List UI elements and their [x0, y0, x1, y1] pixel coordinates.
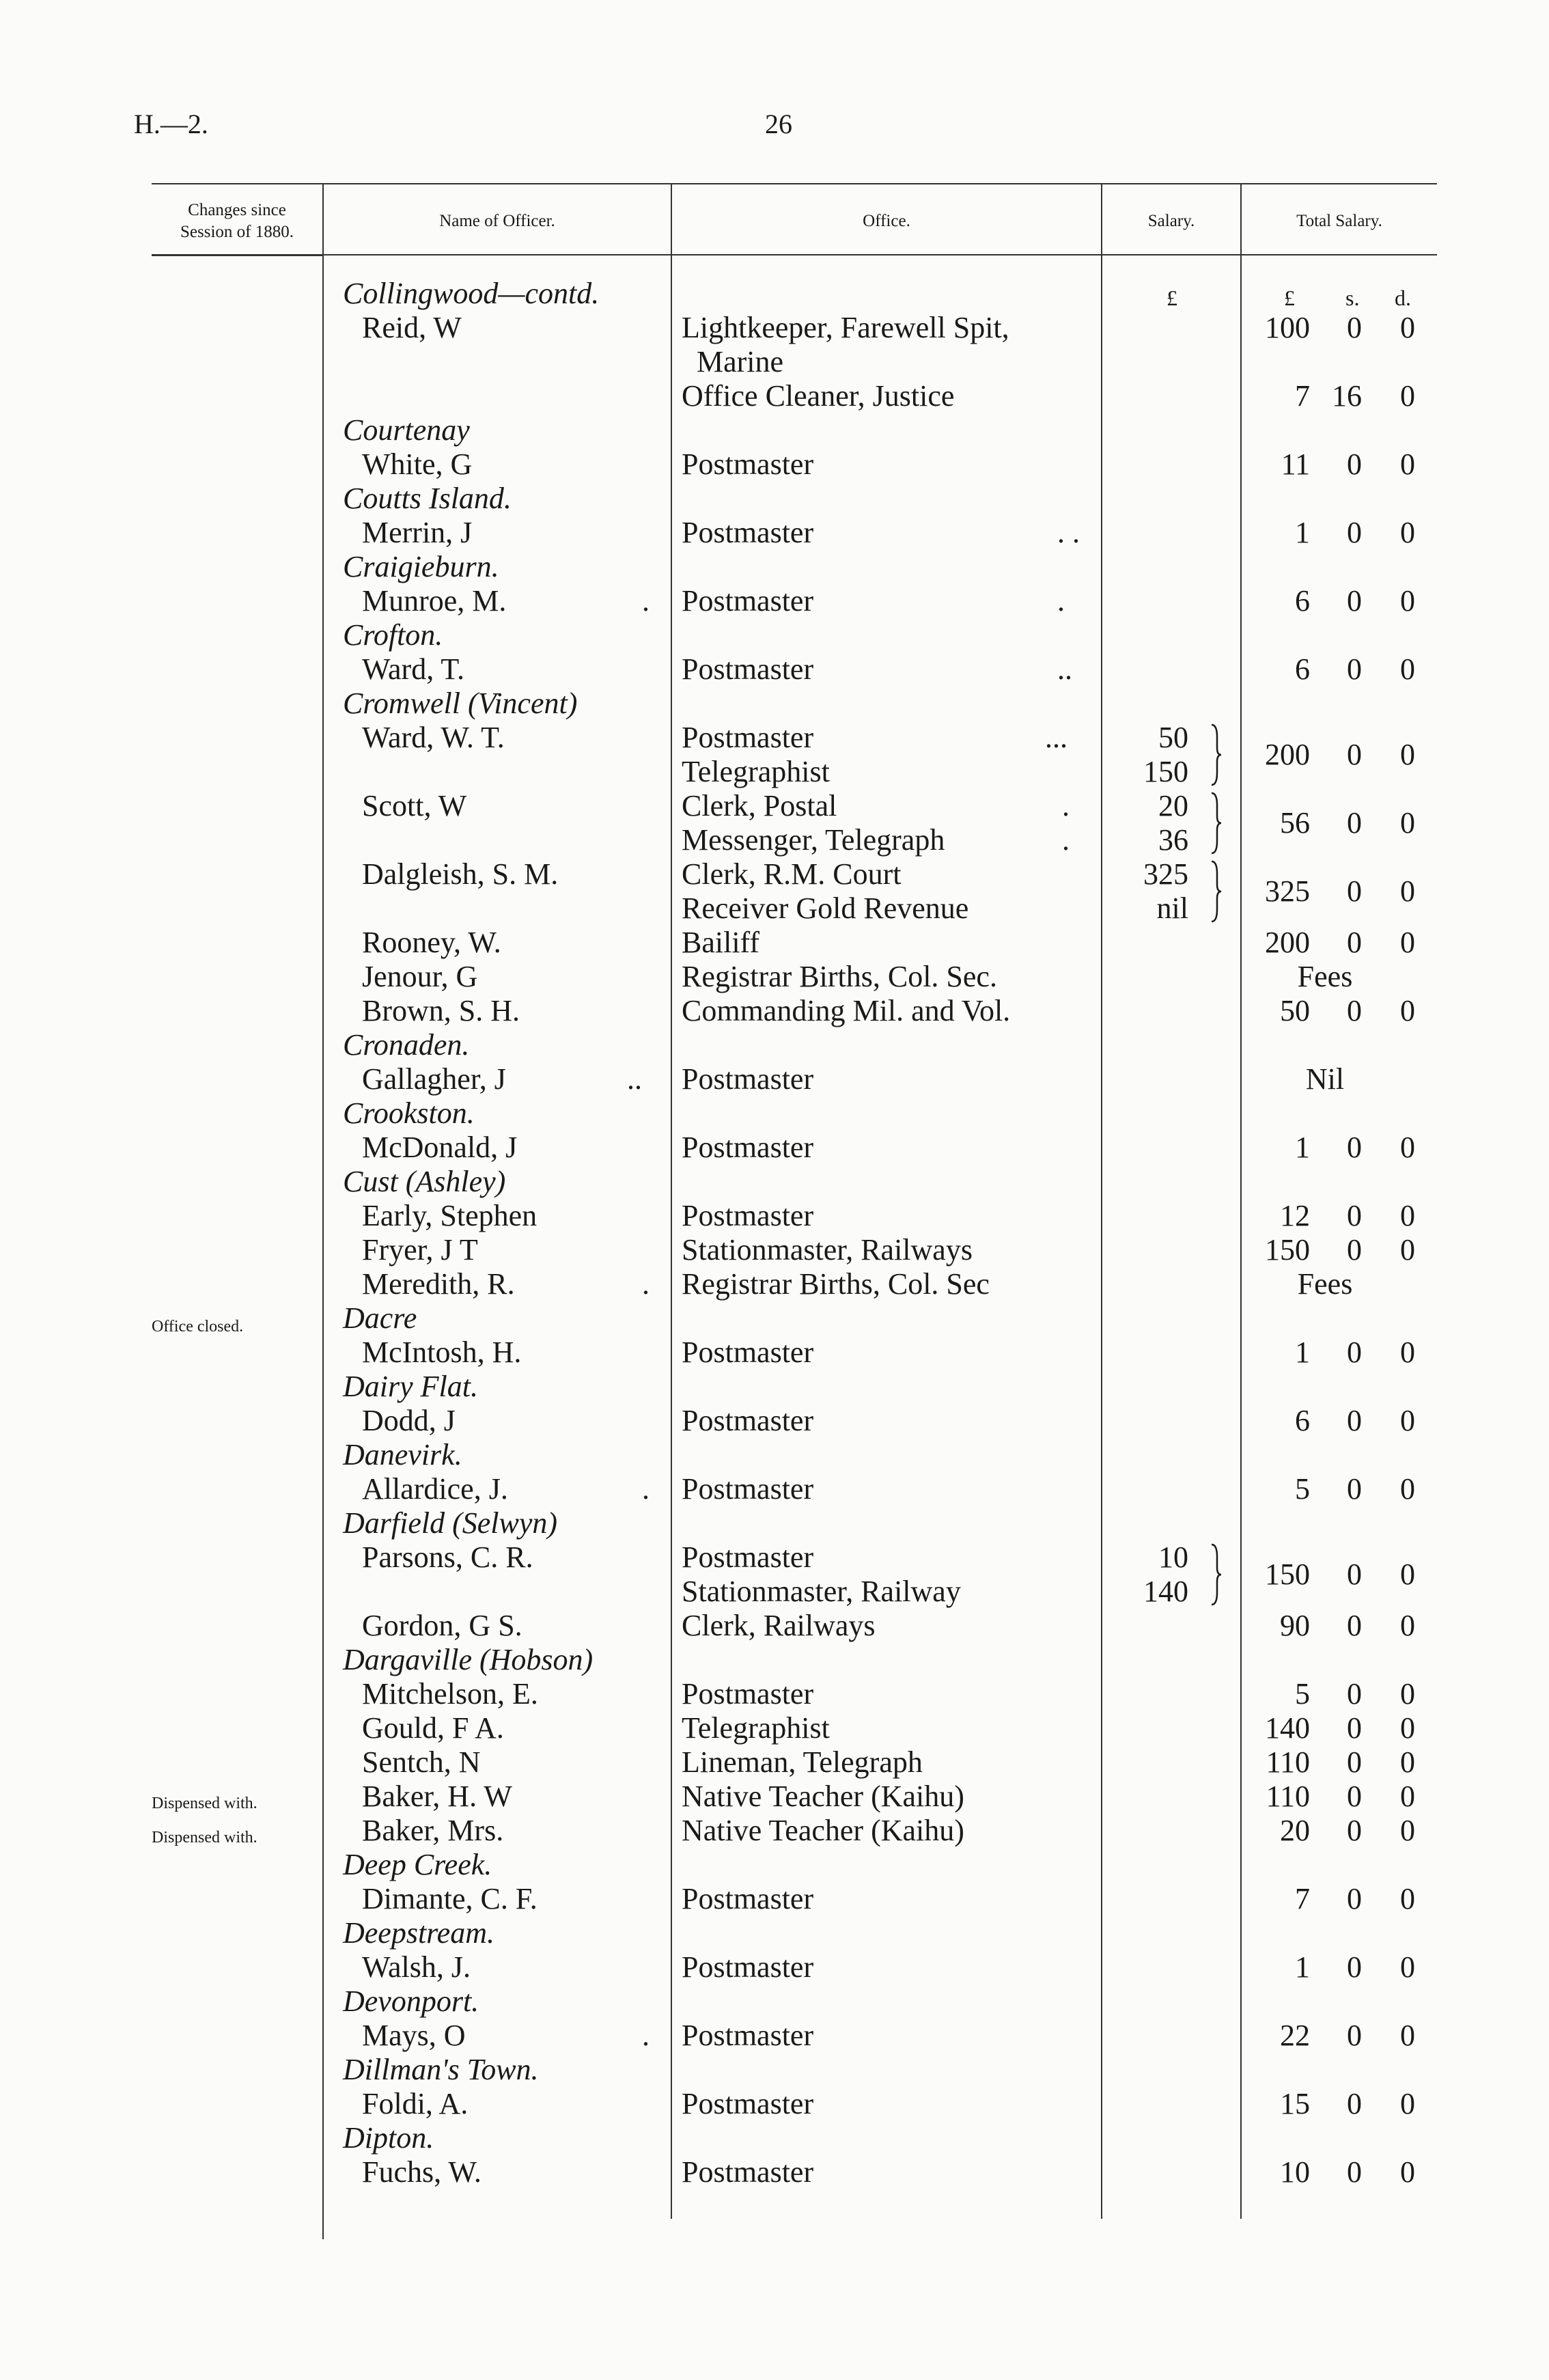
total-pence: 0	[1400, 1558, 1415, 1591]
office: Postmaster	[682, 584, 814, 618]
total-shillings: 0	[1347, 874, 1362, 908]
total-pence: 0	[1400, 1780, 1415, 1813]
header-top-rule	[152, 183, 1437, 184]
total-shillings: 0	[1347, 1745, 1362, 1779]
officer-name: Reid, W	[362, 311, 462, 344]
salary-value: 50	[1158, 721, 1188, 754]
office: Postmaster	[682, 2155, 814, 2189]
office: Messenger, Telegraph	[682, 823, 945, 857]
officer-name: Dalgleish, S. M.	[362, 857, 559, 891]
section-cromwell: Cromwell (Vincent)	[343, 687, 578, 720]
table-row	[0, 2087, 1549, 2121]
change-note: Dispensed with.	[152, 1829, 257, 1846]
total-shillings: 0	[1347, 652, 1362, 686]
table-row	[0, 1131, 1549, 1165]
total-text: Nil	[1305, 1062, 1345, 1096]
total-pence: 0	[1400, 1814, 1415, 1847]
total-pence: 0	[1400, 311, 1415, 344]
total-shillings: 0	[1347, 1131, 1362, 1164]
section-deepstream: Deepstream.	[343, 1916, 494, 1950]
table-row	[0, 1540, 1549, 1591]
total-pounds: 140	[1265, 1711, 1310, 1745]
office: Postmaster	[682, 1404, 814, 1437]
total-pounds: 5	[1295, 1677, 1310, 1711]
total-shillings: 16	[1332, 379, 1362, 413]
total-shillings: 0	[1347, 1336, 1362, 1369]
total-pounds: 150	[1265, 1233, 1310, 1267]
section-heading	[0, 277, 1549, 311]
table-row	[0, 1814, 1549, 1848]
total-shillings: 0	[1347, 926, 1362, 959]
section-heading	[0, 2121, 1549, 2155]
table-row	[0, 1199, 1549, 1233]
total-pence: 0	[1400, 379, 1415, 413]
section-dannevirk: Danevirk.	[343, 1438, 462, 1471]
office: Registrar Births, Col. Sec	[682, 1267, 990, 1301]
office: Postmaster	[682, 1131, 814, 1164]
total-shillings: 0	[1347, 806, 1362, 840]
total-pounds: 325	[1265, 874, 1310, 908]
section-cust: Cust (Ashley)	[343, 1165, 506, 1198]
total-pence: 0	[1400, 1609, 1415, 1642]
total-pence: 0	[1400, 926, 1415, 959]
table-row	[0, 1711, 1549, 1745]
office: Commanding Mil. and Vol.	[682, 994, 1011, 1027]
total-pence: 0	[1400, 994, 1415, 1027]
total-pence: 0	[1400, 1131, 1415, 1164]
section-dacre: Dacre	[343, 1301, 417, 1335]
salary-value: 325	[1143, 857, 1188, 891]
office: Postmaster	[682, 652, 814, 686]
table-row	[0, 2019, 1549, 2053]
total-pence: 0	[1400, 1745, 1415, 1779]
officer-name: Fryer, J T	[362, 1233, 478, 1267]
officer-name: Sentch, N	[362, 1745, 481, 1779]
section-heading	[0, 1165, 1549, 1199]
office: Lineman, Telegraph	[682, 1745, 923, 1779]
officer-name: McDonald, J	[362, 1131, 518, 1164]
salary-value: 20	[1158, 789, 1188, 822]
total-text: Fees	[1297, 960, 1353, 993]
office: Postmaster	[682, 1199, 814, 1232]
change-note: Dispensed with.	[152, 1795, 257, 1812]
office: Registrar Births, Col. Sec.	[682, 960, 997, 993]
total-shillings: 0	[1347, 1404, 1362, 1437]
table-row-continuation	[0, 755, 1549, 789]
table-row	[0, 584, 1549, 618]
total-pounds: 6	[1295, 652, 1310, 686]
total-shillings: 0	[1347, 311, 1362, 344]
total-pence: 0	[1400, 2019, 1415, 2052]
total-pounds: 1	[1295, 516, 1310, 549]
officer-name: Ward, W. T.	[362, 721, 505, 754]
officer-name: Munroe, M.	[362, 584, 507, 618]
total-pence: 0	[1400, 2155, 1415, 2189]
total-pounds: 150	[1265, 1558, 1310, 1591]
total-pence: 0	[1400, 652, 1415, 686]
officer-name: Gallagher, J	[362, 1062, 506, 1096]
office: Postmaster	[682, 447, 814, 481]
total-pence: 0	[1400, 874, 1415, 908]
total-shillings: 0	[1347, 1711, 1362, 1745]
total-pence: 0	[1400, 1711, 1415, 1745]
section-heading	[0, 1096, 1549, 1131]
header-salary: Salary.	[1147, 212, 1195, 230]
section-heading	[0, 1984, 1549, 2019]
table-row-continuation	[0, 823, 1549, 857]
table-row-continuation	[0, 891, 1549, 926]
changes-rule	[152, 255, 322, 256]
section-heading	[0, 550, 1549, 584]
table-row	[0, 1062, 1549, 1096]
page-reference: H.—2.	[134, 109, 208, 139]
section-heading	[0, 1370, 1549, 1404]
officer-name: Baker, H. W	[362, 1780, 512, 1813]
total-pounds: 1	[1295, 1131, 1310, 1164]
total-pence: 0	[1400, 2087, 1415, 2120]
header-changes-label: Changes since Session of 1880.	[180, 201, 294, 241]
section-crookston: Crookston.	[343, 1096, 475, 1130]
leader-dots: .	[1062, 823, 1070, 857]
office: Native Teacher (Kaihu)	[682, 1780, 964, 1813]
office: Lightkeeper, Farewell Spit,	[682, 311, 1009, 344]
total-pence: 0	[1400, 1950, 1415, 1984]
officer-name: Fuchs, W.	[362, 2155, 482, 2189]
office: Stationmaster, Railways	[682, 1233, 973, 1267]
officer-name: Dimante, C. F.	[362, 1882, 538, 1915]
table-row	[0, 1609, 1549, 1643]
officer-name: Ward, T.	[362, 652, 465, 686]
section-dargaville: Dargaville (Hobson)	[343, 1643, 594, 1676]
total-shillings: 0	[1347, 738, 1362, 771]
total-shillings: 0	[1347, 584, 1362, 618]
total-pounds: 20	[1280, 1814, 1310, 1847]
officer-name: Allardice, J.	[362, 1472, 508, 1506]
section-devonport: Devonport.	[343, 1984, 479, 2018]
total-shillings: 0	[1347, 2155, 1362, 2189]
office: Clerk, Railways	[682, 1609, 876, 1642]
office: Stationmaster, Railway	[682, 1575, 961, 1608]
total-shillings: 0	[1347, 1677, 1362, 1711]
section-heading	[0, 1916, 1549, 1950]
office: Postmaster	[682, 1882, 814, 1915]
total-shillings: 0	[1347, 1950, 1362, 1984]
salary-currency: £	[1167, 286, 1177, 310]
total-pounds: 50	[1280, 994, 1310, 1027]
table-row	[0, 1950, 1549, 1984]
officer-name: Meredith, R.	[362, 1267, 515, 1301]
total-shillings: 0	[1347, 2087, 1362, 2120]
officer-name: Foldi, A.	[362, 2087, 469, 2120]
section-heading	[0, 618, 1549, 652]
section-dipton: Dipton.	[343, 2121, 434, 2155]
section-heading	[0, 687, 1549, 721]
total-pounds: 1	[1295, 1950, 1310, 1984]
table-row	[0, 960, 1549, 994]
header-office: Office.	[863, 212, 910, 230]
total-pence: 0	[1400, 1404, 1415, 1437]
total-pounds: 22	[1280, 2019, 1310, 2052]
total-pounds: 200	[1265, 738, 1310, 771]
officer-name: White, G	[362, 447, 473, 481]
section-deep-creek: Deep Creek.	[343, 1848, 492, 1881]
total-pounds: 100	[1265, 311, 1310, 344]
office: Telegraphist	[682, 755, 830, 788]
office: Postmaster	[682, 1540, 814, 1574]
page-number: 26	[765, 109, 792, 139]
office: Bailiff	[682, 926, 760, 959]
table-row	[0, 1472, 1549, 1506]
total-currency-pounds: £	[1284, 286, 1295, 310]
total-pounds: 7	[1295, 379, 1310, 413]
total-pounds: 90	[1280, 1609, 1310, 1642]
office: Postmaster	[682, 1677, 814, 1711]
total-pence: 0	[1400, 1882, 1415, 1915]
section-courtenay: Courtenay	[343, 413, 470, 447]
total-pence: 0	[1400, 1677, 1415, 1711]
total-pounds: 200	[1265, 926, 1310, 959]
salary-value: 36	[1158, 823, 1188, 857]
table-row	[0, 379, 1549, 413]
header-total-salary: Total Salary.	[1296, 212, 1382, 230]
total-pence: 0	[1400, 1233, 1415, 1267]
leader-dots: . .	[1057, 516, 1080, 549]
section-dillmans-town: Dillman's Town.	[343, 2053, 539, 2086]
section-heading	[0, 1848, 1549, 1882]
officer-name: Merrin, J	[362, 516, 473, 549]
table-row	[0, 994, 1549, 1028]
total-shillings: 0	[1347, 994, 1362, 1027]
office: Receiver Gold Revenue	[682, 891, 969, 925]
officer-name: Baker, Mrs.	[362, 1814, 504, 1847]
section-heading	[0, 1643, 1549, 1677]
officer-name: Brown, S. H.	[362, 994, 520, 1027]
table-row-continuation	[0, 345, 1549, 379]
total-shillings: 0	[1347, 1558, 1362, 1591]
officer-name: Rooney, W.	[362, 926, 501, 959]
total-pence: 0	[1400, 738, 1415, 771]
total-pounds: 6	[1295, 1404, 1310, 1437]
office: Postmaster	[682, 1336, 814, 1369]
table-row	[0, 1677, 1549, 1711]
total-pence: 0	[1400, 1199, 1415, 1232]
leader-dots: ..	[627, 1062, 642, 1096]
total-text: Fees	[1297, 1267, 1353, 1301]
table-row	[0, 1233, 1549, 1267]
total-pounds: 10	[1280, 2155, 1310, 2189]
table-row-continuation	[0, 1575, 1549, 1609]
total-pounds: 110	[1266, 1745, 1310, 1779]
table-row	[0, 1745, 1549, 1780]
total-pounds: 15	[1280, 2087, 1310, 2120]
total-pounds: 110	[1266, 1780, 1310, 1813]
section-heading	[0, 1301, 1549, 1336]
officer-name: Dodd, J	[362, 1404, 456, 1437]
table-row	[0, 1267, 1549, 1301]
office: Postmaster	[682, 516, 814, 549]
section-heading	[0, 482, 1549, 516]
total-pence: 0	[1400, 1336, 1415, 1369]
section-dairy-flat: Dairy Flat.	[343, 1370, 478, 1403]
section-heading	[0, 413, 1549, 447]
office: Postmaster	[682, 2019, 814, 2052]
table-row	[0, 1336, 1549, 1370]
total-pence: 0	[1400, 447, 1415, 481]
total-pounds: 11	[1281, 447, 1310, 481]
total-shillings: 0	[1347, 1199, 1362, 1232]
section-collingwood: Collingwood—contd.	[343, 277, 600, 310]
officer-name: Early, Stephen	[362, 1199, 538, 1232]
table-row	[0, 926, 1549, 960]
salary-value: 10	[1158, 1540, 1188, 1574]
total-pounds: 1	[1295, 1336, 1310, 1369]
total-shillings: 0	[1347, 2019, 1362, 2052]
office: Postmaster	[682, 721, 814, 754]
table-row	[0, 652, 1549, 687]
leader-dots: .	[1057, 584, 1065, 618]
total-shillings: 0	[1347, 447, 1362, 481]
header-bottom-rule	[152, 254, 1437, 255]
total-pence: 0	[1400, 806, 1415, 840]
total-currency-pence: d.	[1395, 286, 1411, 310]
table-row	[0, 516, 1549, 550]
total-pounds: 12	[1280, 1199, 1310, 1232]
table-row	[0, 1882, 1549, 1916]
table-row	[0, 2155, 1549, 2189]
leader-dots: .	[1062, 789, 1070, 822]
officer-name: Scott, W	[362, 789, 467, 822]
section-crofton: Crofton.	[343, 618, 443, 652]
leader-dots: ...	[1045, 721, 1067, 754]
section-heading	[0, 2053, 1549, 2087]
total-pence: 0	[1400, 1472, 1415, 1506]
total-shillings: 0	[1347, 1814, 1362, 1847]
section-heading	[0, 1506, 1549, 1540]
total-pounds: 6	[1295, 584, 1310, 618]
total-pence: 0	[1400, 584, 1415, 618]
officer-name: Gould, F A.	[362, 1711, 504, 1745]
total-shillings: 0	[1347, 1780, 1362, 1813]
total-pounds: 7	[1295, 1882, 1310, 1915]
leader-dots: .	[642, 1267, 650, 1301]
office: Clerk, Postal	[682, 789, 837, 822]
leader-dots: ..	[1057, 652, 1072, 686]
officer-name: Mitchelson, E.	[362, 1677, 538, 1711]
change-note: Office closed.	[152, 1318, 244, 1336]
officer-name: Gordon, G S.	[362, 1609, 522, 1642]
leader-dots: .	[642, 2019, 650, 2052]
header-name: Name of Officer.	[439, 212, 555, 230]
office: Postmaster	[682, 1062, 814, 1096]
header-changes	[152, 189, 322, 254]
salary-value: 140	[1143, 1575, 1188, 1608]
section-heading	[0, 1438, 1549, 1472]
section-darfield: Darfield (Selwyn)	[343, 1506, 558, 1540]
section-heading	[0, 1028, 1549, 1062]
office: Clerk, R.M. Court	[682, 857, 902, 891]
salary-value: nil	[1156, 891, 1188, 925]
table-row	[0, 447, 1549, 482]
total-shillings: 0	[1347, 1609, 1362, 1642]
total-pounds: 5	[1295, 1472, 1310, 1506]
total-currency-shillings: s.	[1345, 286, 1360, 310]
section-cronaden: Cronaden.	[343, 1028, 470, 1062]
table-row	[0, 1780, 1549, 1814]
officer-name: Parsons, C. R.	[362, 1540, 533, 1574]
office: Postmaster	[682, 2087, 814, 2120]
office: Postmaster	[682, 1472, 814, 1506]
total-shillings: 0	[1347, 1882, 1362, 1915]
officer-name: Jenour, G	[362, 960, 478, 993]
total-shillings: 0	[1347, 516, 1362, 549]
officer-name: McIntosh, H.	[362, 1336, 522, 1369]
table-row	[0, 1404, 1549, 1438]
table-row	[0, 311, 1549, 345]
office: Native Teacher (Kaihu)	[682, 1814, 964, 1847]
leader-dots: .	[642, 1472, 650, 1506]
total-pence: 0	[1400, 516, 1415, 549]
section-craigieburn: Craigieburn.	[343, 550, 499, 583]
officer-name: Walsh, J.	[362, 1950, 471, 1984]
total-shillings: 0	[1347, 1472, 1362, 1506]
total-pounds: 56	[1280, 806, 1310, 840]
office: Telegraphist	[682, 1711, 830, 1745]
office-continued: Marine	[697, 345, 784, 378]
section-coutts-island: Coutts Island.	[343, 482, 512, 515]
salary-value: 150	[1143, 755, 1188, 788]
officer-name: Mays, O	[362, 2019, 466, 2052]
total-shillings: 0	[1347, 1233, 1362, 1267]
table-row	[0, 721, 1549, 771]
office: Office Cleaner, Justice	[682, 379, 955, 413]
office: Postmaster	[682, 1950, 814, 1984]
leader-dots: .	[642, 584, 650, 618]
